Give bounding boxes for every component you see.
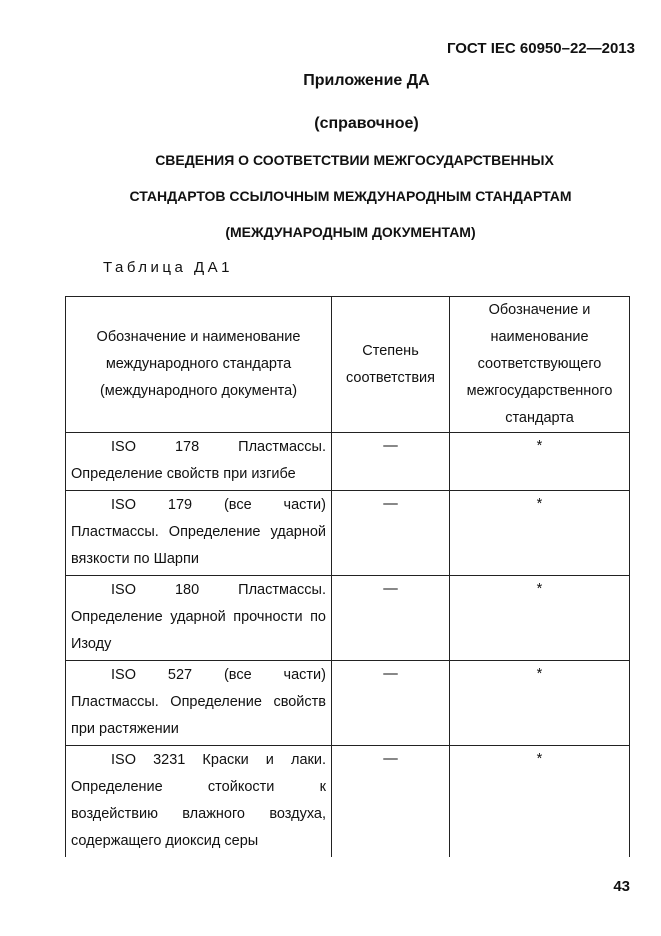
- cell-degree: —: [332, 661, 450, 746]
- cell-interstate-standard: *: [450, 661, 630, 746]
- table-row: [66, 491, 630, 576]
- header-international-standard: Обозначение и наименование международного стандарта (международного документа): [66, 297, 332, 433]
- correspondence-table: [65, 296, 630, 857]
- cell-standard-name: ISO 180 Пластмассы. Определение ударной прочности по Изоду: [66, 576, 332, 661]
- cell-standard-name: ISO 178 Пластмассы. Определение свойств при изгибе: [66, 433, 332, 491]
- table-caption: Таблица ДА1: [103, 259, 233, 276]
- cell-degree: —: [332, 746, 450, 858]
- cell-standard-name: ISO 179 (все части) Пластмассы. Определение ударной вязкости по Шарпи: [66, 491, 332, 576]
- cell-standard-name: ISO 527 (все части) Пластмассы. Определение свойств при растяжении: [66, 661, 332, 746]
- appendix-title: Приложение ДА: [303, 72, 430, 89]
- cell-degree: —: [332, 576, 450, 661]
- table-header-row: [66, 297, 630, 433]
- heading-line-1: СВЕДЕНИЯ О СООТВЕТСТВИИ МЕЖГОСУДАРСТВЕННЫХ: [155, 152, 554, 168]
- heading-line-3: (МЕЖДУНАРОДНЫМ ДОКУМЕНТАМ): [225, 224, 476, 240]
- cell-interstate-standard: *: [450, 746, 630, 858]
- table-row: [66, 433, 630, 491]
- table-row: [66, 746, 630, 858]
- page-number: 43: [613, 878, 630, 895]
- cell-standard-name: ISO 3231 Краски и лаки. Определение стойкости к воздействию влажного воздуха, содержащего диоксид серы: [66, 746, 332, 858]
- table-row: [66, 661, 630, 746]
- appendix-subtitle: (справочное): [314, 115, 419, 132]
- standard-identifier: ГОСТ IEC 60950–22—2013: [446, 40, 635, 57]
- header-interstate-standard: Обозначение и наименование соответствующего межгосударственного стандарта: [450, 297, 630, 433]
- table-row: [66, 576, 630, 661]
- heading-line-2: СТАНДАРТОВ ССЫЛОЧНЫМ МЕЖДУНАРОДНЫМ СТАНДАРТАМ: [129, 188, 572, 204]
- cell-interstate-standard: *: [450, 576, 630, 661]
- cell-degree: —: [332, 491, 450, 576]
- cell-degree: —: [332, 433, 450, 491]
- cell-interstate-standard: *: [450, 491, 630, 576]
- cell-interstate-standard: *: [450, 433, 630, 491]
- header-degree: Степень соответствия: [332, 297, 450, 433]
